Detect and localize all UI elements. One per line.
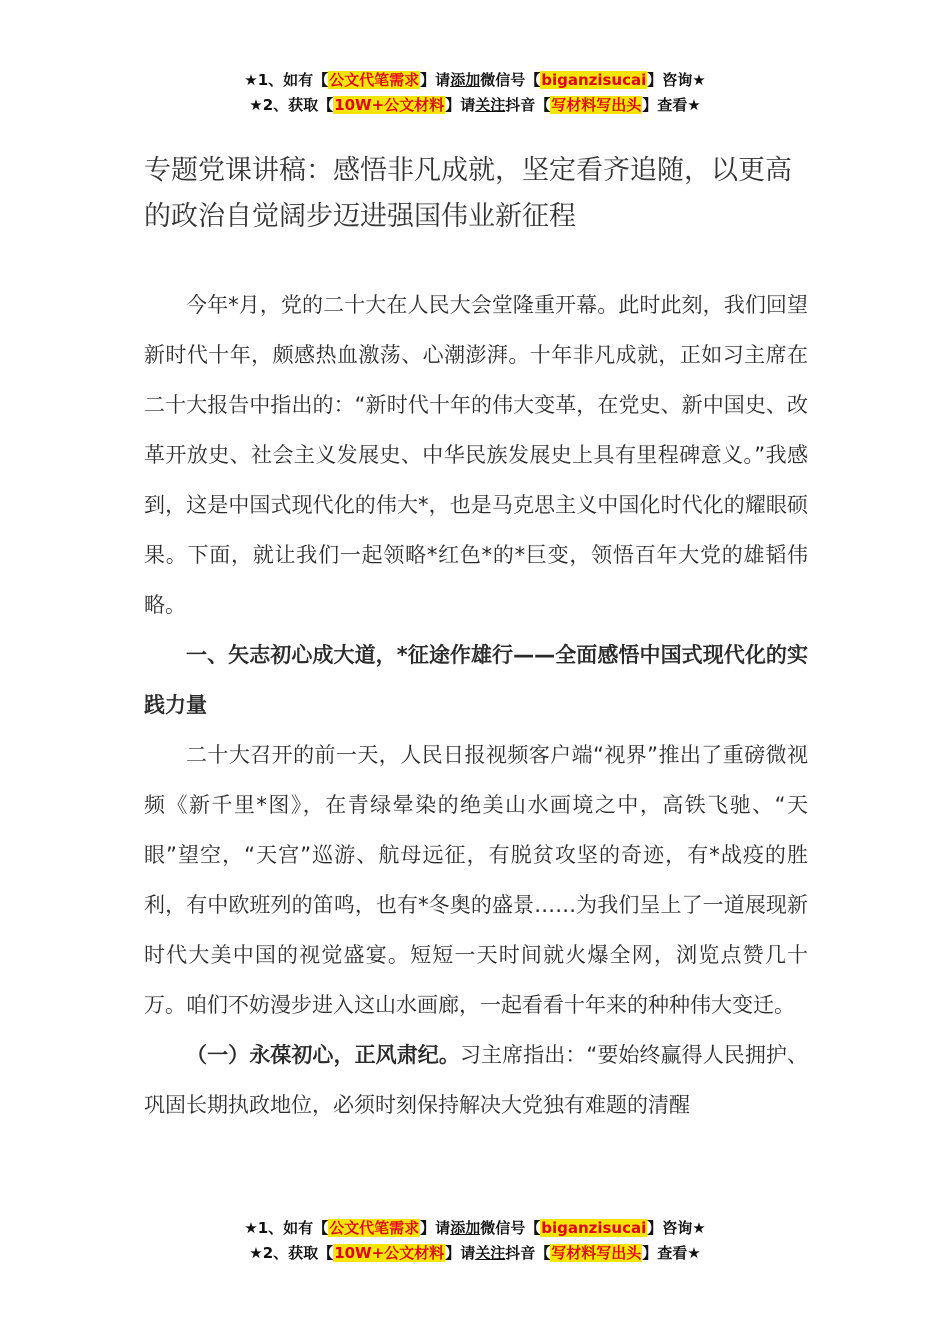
banner-text: 抖音【 [505,96,551,114]
paragraph: 今年*月，党的二十大在人民大会堂隆重开幕。此时此刻，我们回望新时代十年，颇感热血激荡、心潮澎湃。十年非凡成就，正如习主席在二十大报告中指出的：“新时代十年的伟大变革，在党史、新中国史、改革开放史、社会主义发展史、中华民族发展史上具有里程碑意义。”我感到，这是中国式现代化的伟大*，也是马克思主义中国化时代化的耀眼硕果。下面，就让我们一起领略*红色*的*巨变，领悟百年大党的雄韬伟略。 [144,293,808,617]
banner-line-2 [0,93,950,118]
banner-text: 】请 [420,1219,451,1237]
banner-text: 】请 [445,1244,476,1262]
banner-highlight: 公文代笔需求 [329,1219,420,1237]
banner-underlined: 关注 [475,96,506,114]
banner-text: 微信号【 [480,71,541,89]
document-header [144,148,808,240]
subheading-inline: （一）永葆初心，正风肃纪。 [186,1043,460,1067]
banner-highlight: 写材料写出头 [551,96,642,114]
banner-text: 】查看★ [642,96,701,114]
banner-line-2 [0,1241,950,1266]
banner-highlight: 10W+公文材料 [334,1244,445,1262]
banner-highlight: 写材料写出头 [551,1244,642,1262]
banner-text: 】请 [420,71,451,89]
banner-highlight: 10W+公文材料 [334,96,445,114]
paragraph [144,1030,808,1130]
banner-highlight: 公文代笔需求 [329,71,420,89]
banner-underlined: 添加 [450,71,481,89]
banner-line-1 [0,68,950,93]
document-title: 专题党课讲稿：感悟非凡成就，坚定看齐追随，以更高的政治自觉阔步迈进强国伟业新征程 [144,155,792,232]
banner-underlined: 关注 [475,1244,506,1262]
header-banner [0,68,950,118]
banner-text: 】咨询★ [647,71,706,89]
paragraph: 二十大召开的前一天，人民日报视频客户端“视界”推出了重磅微视频《新千里*图》，在青绿晕染的绝美山水画境之中，高铁飞驰、“天眼”望空，“天宫”巡游、航母远征，有脱贫攻坚的奇迹，有*战疫的胜利，有中欧班列的笛鸣，也有*冬奥的盛景……为我们呈上了一道展现新时代大美中国的视觉盛宴。短短一天时间就火爆全网，浏览点赞几十万。咱们不妨漫步进入这山水画廊，一起看看十年来的种种伟大变迁。 [144,743,808,1017]
banner-line-1 [0,1216,950,1241]
banner-highlight: biganzisucai [541,71,647,89]
document-body [144,280,808,1130]
banner-underlined: 添加 [450,1219,481,1237]
banner-text: ★2、获取【 [249,96,334,114]
banner-highlight: biganzisucai [541,1219,647,1237]
paragraph-text: 习主席指出：“要始终赢得人民拥护、巩固长期执政地位，必须时刻保持解决大党独有难题的清醒 [144,1043,808,1117]
banner-text: ★1、如有【 [244,71,329,89]
section-heading: 一、矢志初心成大道，*征途作雄行——全面感悟中国式现代化的实践力量 [144,643,808,717]
banner-text: ★2、获取【 [249,1244,334,1262]
banner-text: 】请 [445,96,476,114]
banner-text: 微信号【 [480,1219,541,1237]
banner-text: ★1、如有【 [244,1219,329,1237]
footer-banner [0,1216,950,1266]
banner-text: 】咨询★ [647,1219,706,1237]
banner-text: 抖音【 [505,1244,551,1262]
banner-text: 】查看★ [642,1244,701,1262]
